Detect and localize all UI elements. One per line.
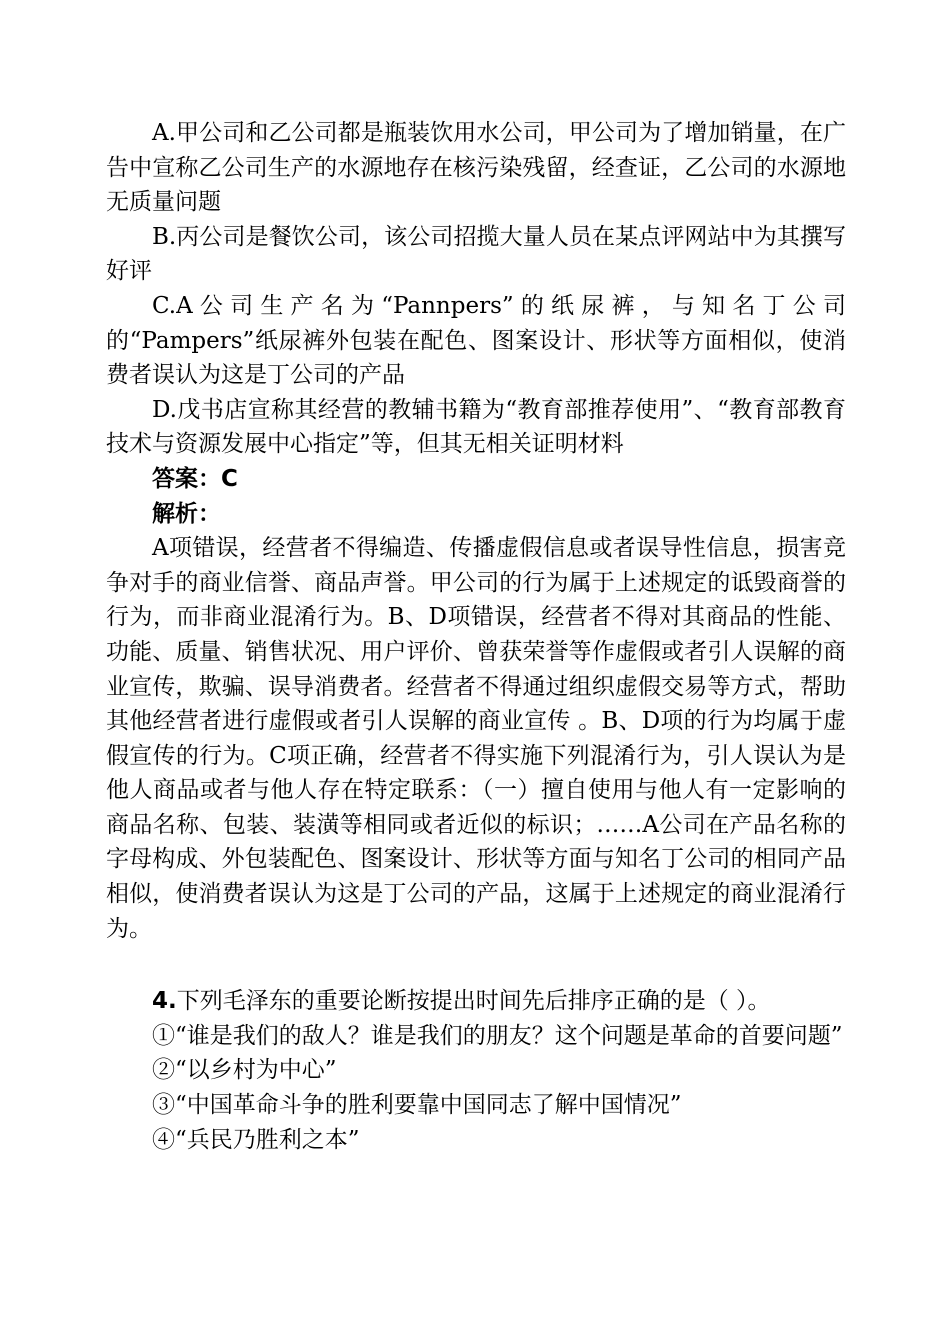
question-4-stem [106, 984, 846, 1019]
statement-2: ②“以乡村为中心” [152, 1057, 337, 1084]
question-text: 下列毛泽东的重要论断按提出时间先后排序正确的是（ ）。 [176, 988, 771, 1015]
statement-1: ①“谁是我们的敌人？谁是我们的朋友？这个问题是革命的首要问题” [152, 1022, 843, 1049]
option-c: C.A公司生产名为“Pannpers”的纸尿裤，与知名丁公司的“Pampers”纸尿裤外包装在配色、图案设计、形状等方面相似，使消费者误认为这是丁公司的产品 [106, 292, 846, 389]
option-d: D.戊书店宣称其经营的教辅书籍为“教育部推荐使用”、“教育部教育技术与资源发展中心指定”等，但其无相关证明材料 [106, 396, 846, 458]
section-gap [106, 946, 846, 984]
document-page [106, 116, 846, 1157]
analysis-label: 解析： [152, 500, 221, 527]
statement-4: ④“兵民乃胜利之本” [152, 1126, 360, 1153]
statement-3: ③“中国革命斗争的胜利要靠中国同志了解中国情况” [152, 1092, 682, 1119]
option-b: B.丙公司是餐饮公司，该公司招揽大量人员在某点评网站中为其撰写好评 [106, 223, 846, 285]
option-a: A.甲公司和乙公司都是瓶装饮用水公司，甲公司为了增加销量，在广告中宣称乙公司生产的水源地存在核污染残留，经查证，乙公司的水源地无质量问题 [106, 120, 846, 216]
question-number: 4. [152, 988, 177, 1015]
analysis-text: A项错误，经营者不得编造、传播虚假信息或者误导性信息，损害竞争对手的商业信誉、商品声誉。甲公司的行为属于上述规定的诋毁商誉的行为，而非商业混淆行为。B、D项错误，经营者不得对其商品的性能、功能、质量、销售状况、用户评价、曾获荣誉等作虚假或者引人误解的商业宣传，欺骗、误导消费者。经营者不得通过组织虚假交易等方式，帮助其他经营者进行虚假或者引人误解的商业宣传 。B、D项的行为均属于虚假宣传的行为。C项正确，经营者不得实施下列混淆行为，引人误认为是他人商品或者与他人存在特定联系：（一）擅自使用与他人有一定影响的商品名称、包装、装潢等相同或者近似的标识；……A公司在产品名称的字母构成、外包装配色、图案设计、形状等方面与知名丁公司的相同产品相似，使消费者误认为这是丁公司的产品，这属于上述规定的商业混淆行为。 [106, 535, 846, 942]
answer-label: 答案：C [152, 465, 238, 492]
